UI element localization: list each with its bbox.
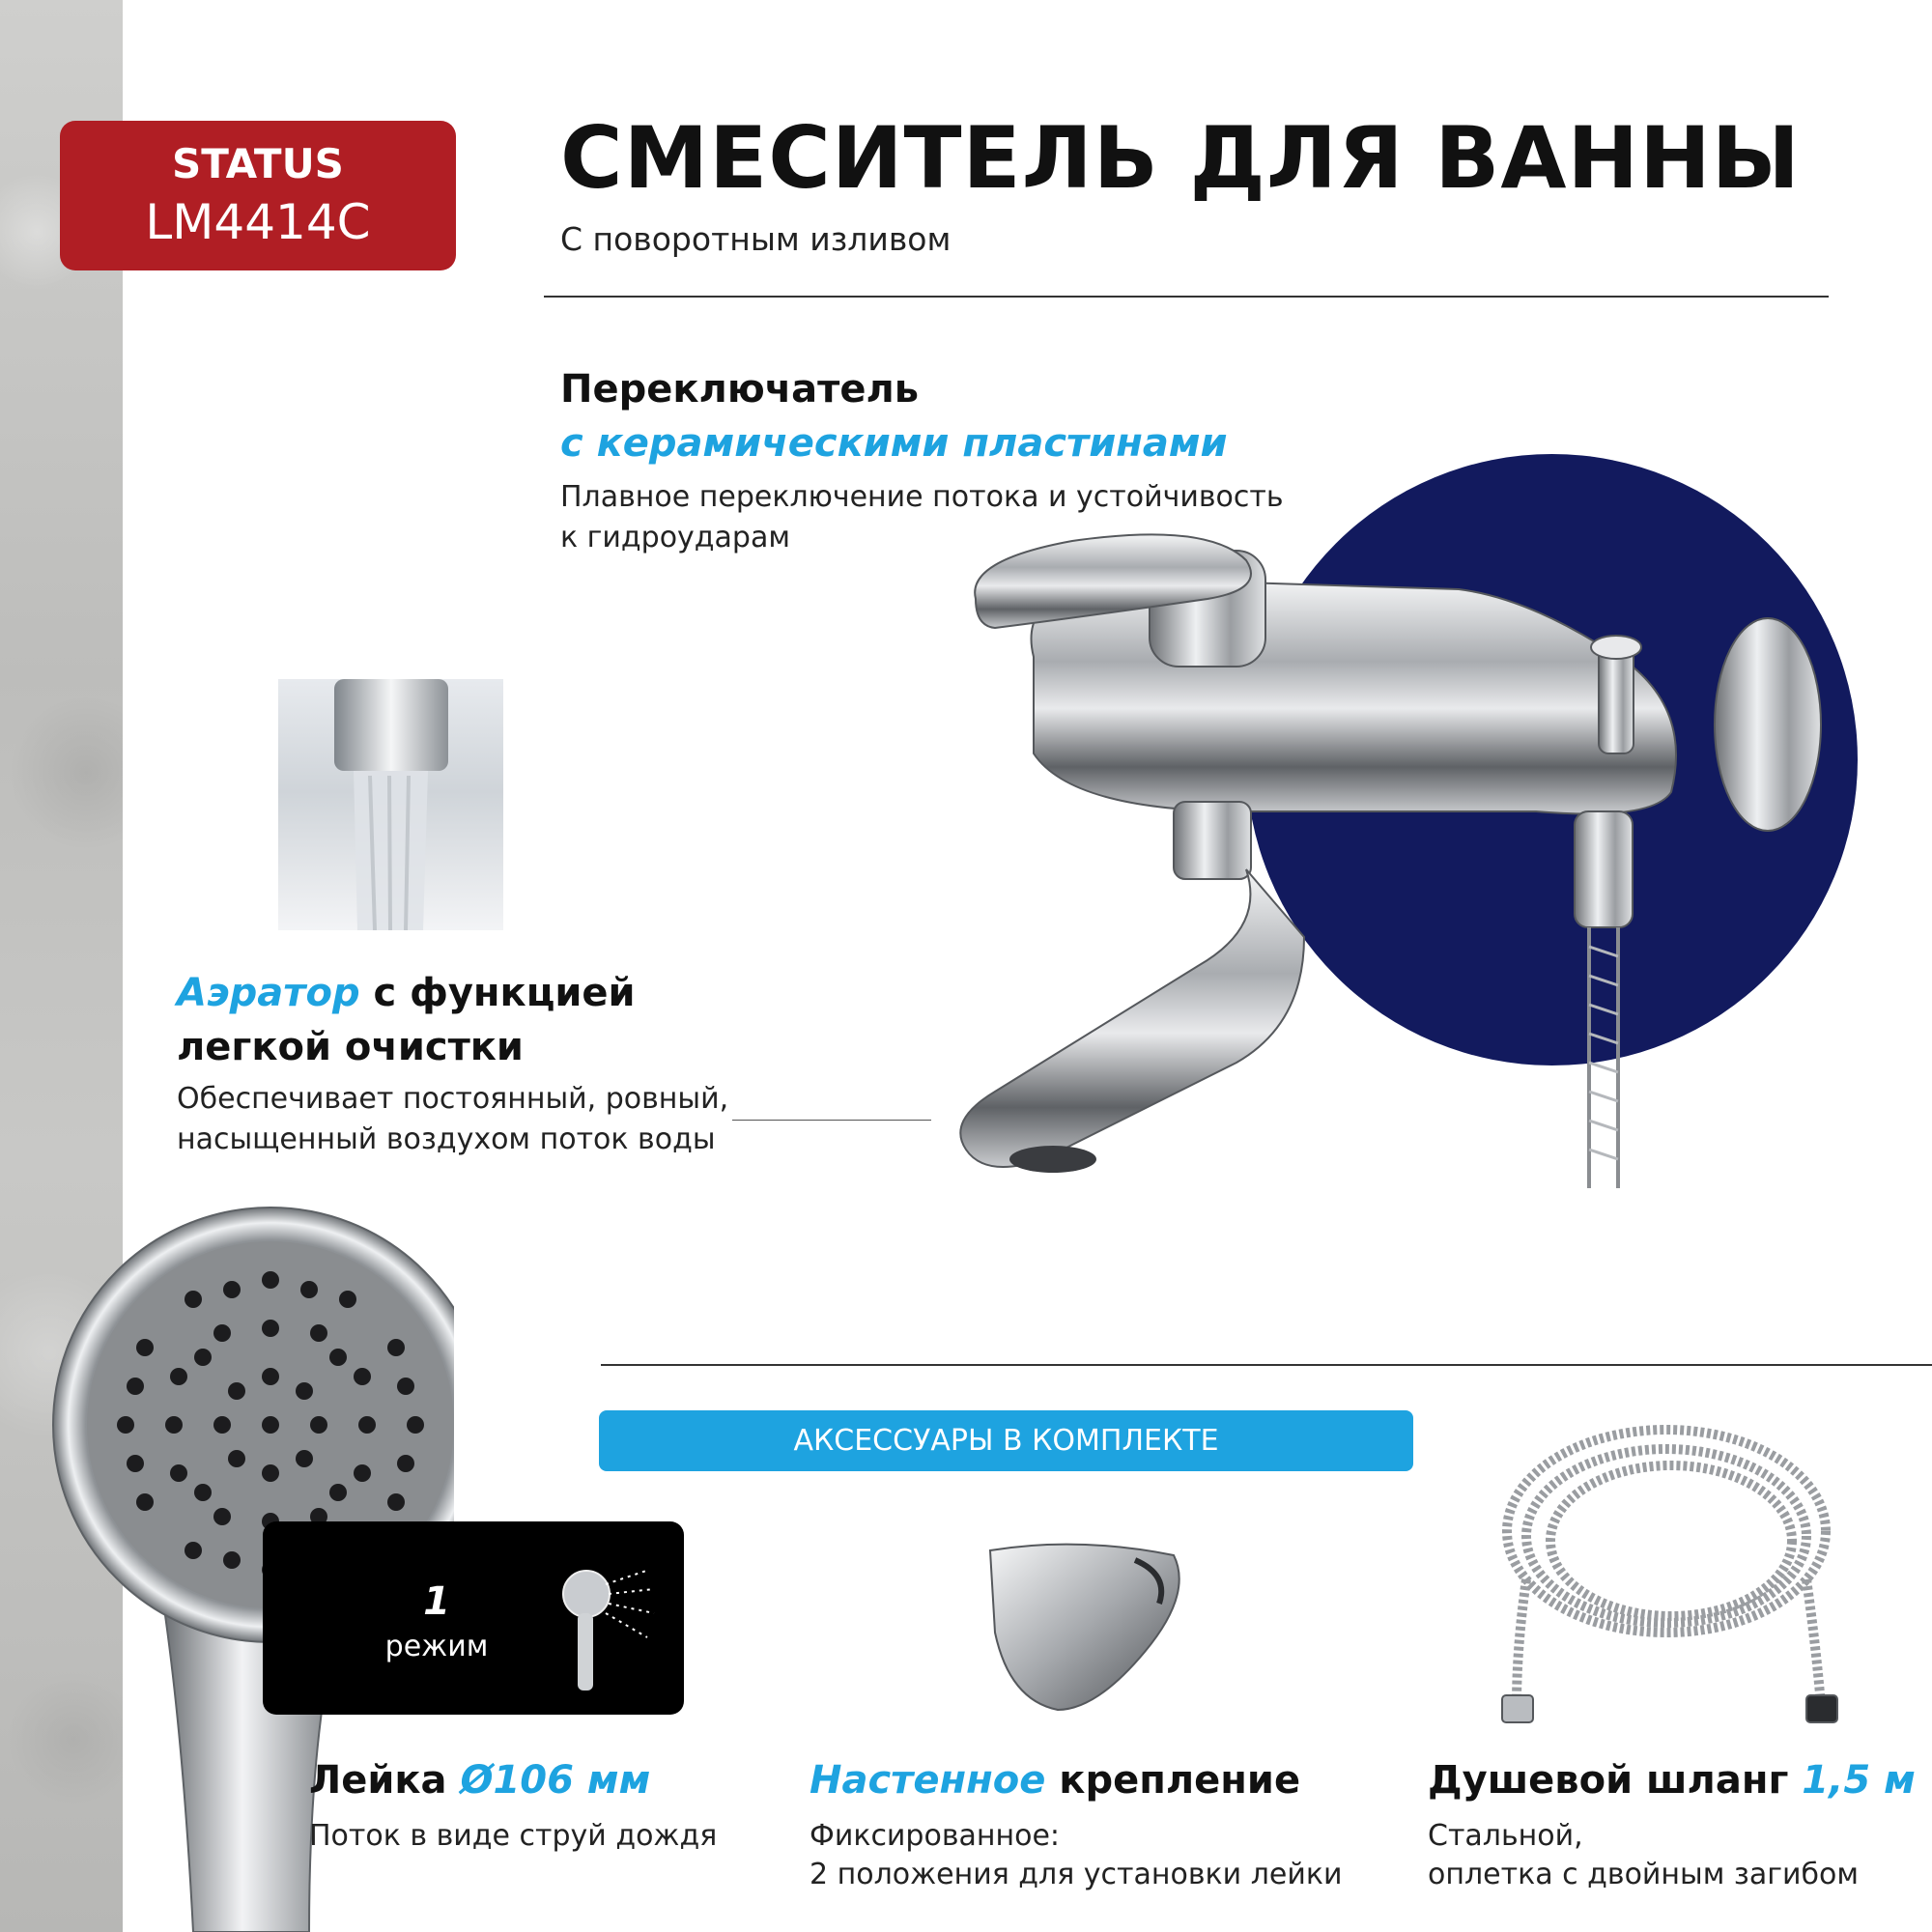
shower-head-desc: Поток в виде струй дождя	[309, 1819, 718, 1853]
aerator-title	[177, 971, 636, 1015]
switch-desc-line1: Плавное переключение потока и устойчивость	[560, 480, 1284, 514]
header-divider	[544, 296, 1829, 298]
aerator-desc-line1: Обеспечивает постоянный, ровный,	[177, 1082, 729, 1116]
shower-hose-image	[1488, 1415, 1845, 1724]
faucet-image	[956, 522, 1826, 1198]
switch-title: Переключатель	[560, 367, 920, 412]
accessories-pill: АКСЕССУАРЫ В КОМПЛЕКТЕ	[599, 1410, 1413, 1471]
hose-accent: 1,5 м	[1802, 1758, 1916, 1803]
hose-desc-line1: Стальной,	[1428, 1819, 1583, 1853]
model-number: LM4414C	[145, 194, 371, 250]
wall-holder-image	[980, 1536, 1193, 1719]
shower-spray-icon	[553, 1560, 659, 1695]
shower-head-title-text: Лейка	[309, 1758, 461, 1803]
shower-head-accent: Ø106 мм	[460, 1758, 651, 1803]
mode-label: режим	[384, 1630, 489, 1663]
hose-desc-line2: оплетка с двойным загибом	[1428, 1858, 1859, 1891]
wall-mount-accent: Настенное	[810, 1758, 1046, 1803]
mode-box	[263, 1521, 684, 1715]
aerator-accent: Аэратор	[177, 971, 360, 1015]
shower-head-title	[309, 1758, 650, 1803]
wall-mount-desc-line2: 2 положения для установки лейки	[810, 1858, 1343, 1891]
brand-name: STATUS	[172, 140, 344, 187]
page-title: СМЕСИТЕЛЬ ДЛЯ ВАННЫ	[560, 108, 1801, 208]
hose-title-text: Душевой шланг	[1428, 1758, 1803, 1803]
aerator-desc-line2: насыщенный воздухом поток воды	[177, 1122, 716, 1156]
switch-accent: с керамическими пластинами	[560, 421, 1228, 466]
mode-number: 1	[423, 1579, 450, 1624]
hose-title	[1428, 1758, 1916, 1803]
wall-mount-desc-line1: Фиксированное:	[810, 1819, 1061, 1853]
aerator-title-rest: с функцией	[359, 971, 636, 1015]
brand-badge	[60, 121, 456, 270]
page-subtitle: С поворотным изливом	[560, 220, 952, 258]
aerator-pointer-line	[732, 1120, 931, 1121]
accessories-divider	[601, 1364, 1932, 1366]
wall-mount-title	[810, 1758, 1300, 1803]
wall-mount-title-rest: крепление	[1045, 1758, 1301, 1803]
aerator-image	[278, 679, 503, 930]
switch-desc-line2: к гидроударам	[560, 521, 790, 554]
aerator-title-line2: легкой очистки	[177, 1025, 524, 1069]
